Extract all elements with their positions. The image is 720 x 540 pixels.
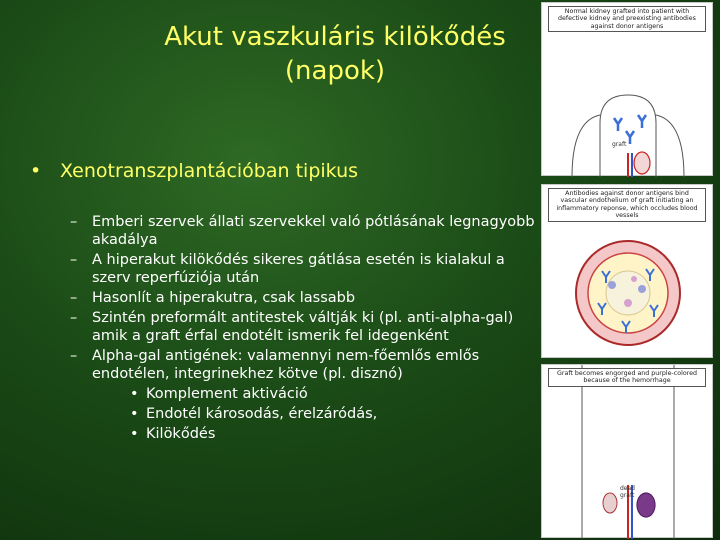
list-item [70,309,540,345]
panel-caption: Antibodies against donor antigens bind vascular endothelium of graft initiating an inflammatory reponse, which occludes blood vessels [548,188,706,222]
sub-bullet-list [70,213,540,445]
graft-label: graft [612,141,627,148]
sub-item-text: Emberi szervek állati szervekkel való pótlásának legnagyobb akadálya [92,214,535,248]
dead-graft-label: dead graft [620,485,635,499]
sub-sub-item-text: Kilökődés [146,426,216,442]
dash-icon: – [70,252,78,268]
slide-title [130,20,540,88]
sub-sub-item-text: Komplement aktiváció [146,386,308,402]
sub-sub-item-text: Endotél károsodás, érelzáródás, [146,406,378,422]
list-item [130,425,540,443]
antibody-icon [626,131,634,144]
antibody-icon [638,115,646,128]
title-line-1: Akut vaszkuláris kilökődés [164,22,506,52]
dash-icon: – [70,214,78,230]
dash-icon: – [70,348,78,364]
panel-caption: Normal kidney grafted into patient with defective kidney and preexisting antibodies against donor antigens [548,6,706,32]
list-item [130,405,540,423]
panel-caption: Graft becomes engorged and purple-colored because of the hemorrhage [548,368,706,387]
nested-bullet-list [92,385,540,443]
list-item [70,289,540,307]
sub-item-text: Hasonlít a hiperakutra, csak lassabb [92,290,356,306]
list-item [70,213,540,249]
list-item [130,385,540,403]
kidney-icon [634,152,650,174]
dash-icon: – [70,310,78,326]
kidney-icon [603,493,617,513]
bullet-dot-icon: • [130,406,139,422]
bullet-dot-icon: • [30,160,42,182]
title-line-2: (napok) [284,56,386,86]
sub-item-text: Alpha-gal antigének: valamennyi nem-főemlős emlős endotélen, integrinekhez kötve (pl. disznó) [92,348,480,382]
illustration-panel-graft [541,2,713,176]
bullet-dot-icon: • [130,426,139,442]
list-item [70,347,540,443]
main-bullet [30,158,530,184]
list-item [70,251,540,287]
sub-item-text: A hiperakut kilökődés sikeres gátlása esetén is kialakul a szerv reperfúziója után [92,252,505,286]
dash-icon: – [70,290,78,306]
antibody-icon [614,118,622,131]
vessel-cross-section [576,241,680,345]
body-diagram-dead-graft [542,365,714,539]
illustration-panel-antibodies [541,184,713,358]
sub-item-text: Szintén preformált antitestek váltják ki (pl. anti-alpha-gal) amik a graft érfal endotélt ismerik fel idegenként [92,310,514,344]
bullet-dot-icon: • [130,386,139,402]
illustration-panel-dead-graft [541,364,713,538]
main-bullet-text: Xenotranszplantációban tipikus [60,160,359,182]
